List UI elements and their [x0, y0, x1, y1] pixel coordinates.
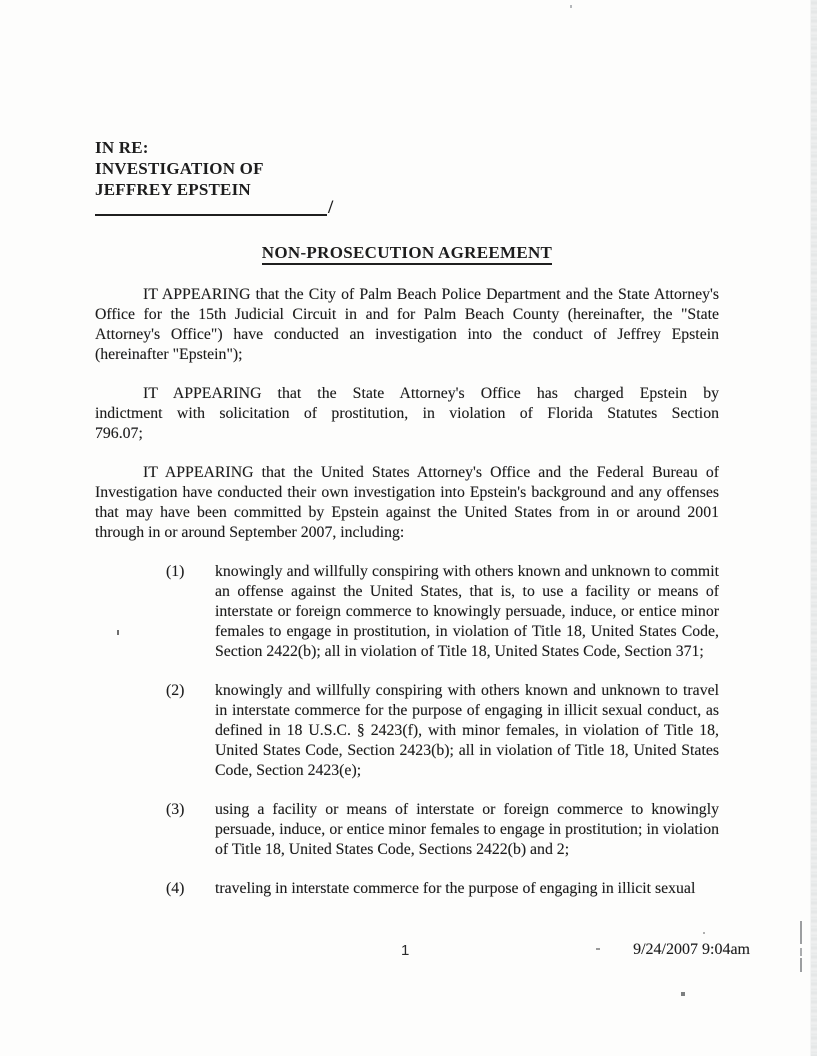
list-item-4-number: (4): [166, 880, 185, 897]
paragraph-federal-investigation: IT APPEARING that the United States Attorney's Office and the Federal Bureau of Investigation have conducted their own investigation into Epstein's background and any offenses that may have been committed by Epstein against the United States from in or around 2001 through in or around September 2007, including:: [95, 464, 719, 541]
paragraph-indictment: IT APPEARING that the State Attorney's Office has charged Epstein by indictment with solicitation of prostitution, in violation of Florida Statutes Section 796.07;: [95, 385, 719, 442]
caption-slash: /: [328, 197, 334, 218]
scan-line-artifact: [800, 948, 802, 956]
list-item-1: [166, 562, 719, 662]
list-item-2: [166, 681, 719, 781]
offense-list: [95, 562, 719, 899]
caption-separator: [95, 197, 719, 218]
document-title-text: NON-PROSECUTION AGREEMENT: [262, 243, 552, 265]
list-item-3-text: using a facility or means of interstate or foreign commerce to knowingly persuade, induce, or entice minor females to engage in prostitution; in violation of Title 18, United States Code, Sections 2422(b) and 2;: [215, 801, 719, 858]
document-body: [95, 137, 719, 918]
scan-speck: [596, 948, 600, 950]
scan-speck: [681, 992, 685, 996]
list-item-1-text: knowingly and willfully conspiring with others known and unknown to commit an offense against the United States, that is, to use a facility or means of interstate or foreign commerce to knowingly persuade, induce, or entice minor females to engage in prostitution, in violation of Title 18, United States Code, Section 2422(b); all in violation of Title 18, United States Code, Section 371;: [215, 563, 719, 660]
page-footer: [0, 941, 817, 961]
scan-line-artifact: [800, 921, 802, 944]
list-item-4-text: traveling in interstate commerce for the purpose of engaging in illicit sexual: [215, 880, 696, 897]
list-item-2-text: knowingly and willfully conspiring with others known and unknown to travel in interstate commerce for the purpose of engaging in illicit sexual conduct, as defined in 18 U.S.C. § 2423(f), with minor females, in violation of Title 18, United States Code, Section 2423(b); all in violation of Title 18, United States Code, Section 2423(e);: [215, 682, 719, 779]
scan-speck: [570, 5, 572, 8]
caption-underline: [95, 201, 327, 216]
list-item-3: [166, 800, 719, 860]
list-item-2-number: (2): [166, 682, 185, 699]
scan-edge-band: [810, 0, 817, 1056]
list-item-1-number: (1): [166, 563, 185, 580]
fax-timestamp: 9/24/2007 9:04am: [633, 941, 750, 958]
caption-line-investigation: INVESTIGATION OF: [95, 159, 264, 178]
list-item-4: [166, 879, 719, 899]
scan-line-artifact: [800, 958, 802, 972]
list-item-3-number: (3): [166, 801, 185, 818]
scan-speck: [117, 630, 119, 635]
page-number: 1: [401, 942, 410, 959]
paragraph-investigation: IT APPEARING that the City of Palm Beach Police Department and the State Attorney's Office for the 15th Judicial Circuit in and for Palm Beach County (hereinafter, the "State Attorney's Office") have conducted an investigation into the conduct of Jeffrey Epstein (hereinafter "Epstein");: [95, 286, 719, 363]
caption-line-name: JEFFREY EPSTEIN: [95, 180, 251, 199]
document-title: [95, 242, 719, 263]
caption-line-in-re: IN RE:: [95, 138, 149, 157]
case-caption: [95, 137, 719, 216]
scan-speck: [703, 932, 705, 934]
